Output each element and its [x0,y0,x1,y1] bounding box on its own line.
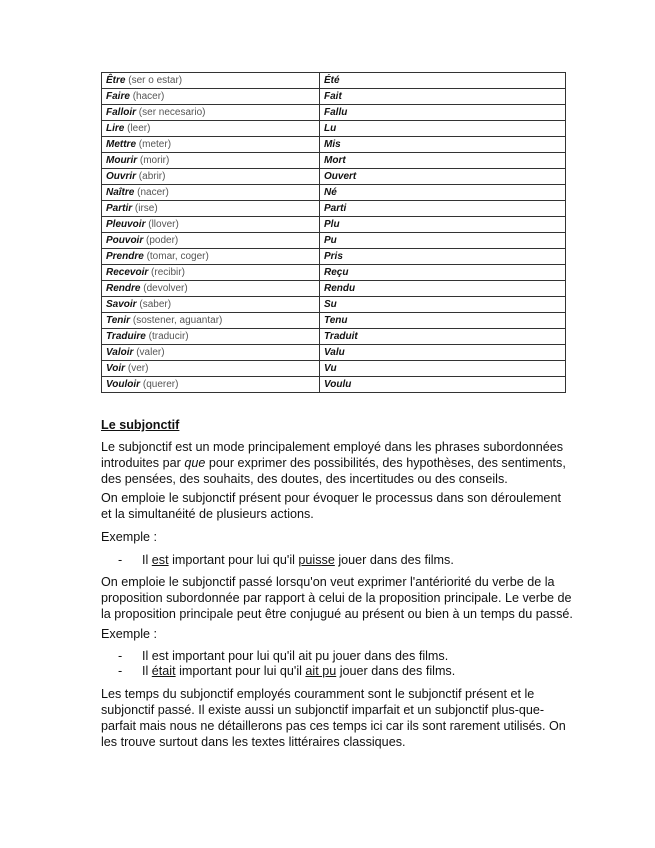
table-row [102,153,566,169]
verb: Mourir [106,155,138,166]
table-row [102,329,566,345]
infinitive-cell [102,137,320,153]
infinitive-cell [102,217,320,233]
text: jouer dans des films. [334,553,454,567]
verb: Mettre [106,139,137,150]
participle-cell [320,121,566,137]
verb: Voir [106,363,126,374]
infinitive-cell [102,121,320,137]
infinitive-cell [102,105,320,121]
table-row [102,137,566,153]
italic-que: que [184,456,206,470]
translation: (ser o estar) [128,75,183,86]
participle-cell [320,265,566,281]
table-row [102,313,566,329]
verb: Partir [106,203,133,214]
translation: (nacer) [137,187,169,198]
verb: Faire [106,91,130,102]
participle: Mort [324,155,346,166]
participle: Reçu [324,267,349,278]
infinitive-cell [102,201,320,217]
infinitive-cell [102,313,320,329]
verb: Ouvrir [106,171,137,182]
participle-cell [320,313,566,329]
example-1 [118,552,454,568]
verb: Prendre [106,251,144,262]
translation: (meter) [138,139,172,150]
text: important pour lui qu'il [175,664,306,678]
verb: Recevoir [106,267,149,278]
table-row [102,201,566,217]
line: proposition subordonnée par rapport à celui de la proposition principale. Le verbe de [101,591,572,605]
translation: (leer) [127,123,151,134]
infinitive-cell [102,377,320,393]
participle-cell [320,201,566,217]
verb: Savoir [106,299,137,310]
infinitive-cell [102,297,320,313]
table-row [102,169,566,185]
participle-cell [320,297,566,313]
participle: Valu [324,347,345,358]
underlined-word: était [151,664,176,678]
line: Le subjonctif est un mode principalement employé dans les phrases subordonnées [101,440,564,454]
participle-cell [320,73,566,89]
participle: Pu [324,235,337,246]
infinitive-cell [102,361,320,377]
participle-cell [320,105,566,121]
participle-cell [320,281,566,297]
translation: (hacer) [132,91,165,102]
verb: Traduire [106,331,146,342]
underlined-word: ait pu [305,664,337,678]
text: Il [142,553,152,567]
participle: Fait [324,91,342,102]
participle: Voulu [324,379,352,390]
table-row [102,185,566,201]
verb: Pleuvoir [106,219,146,230]
participle: Lu [324,123,337,134]
participle-table [101,72,566,393]
line: parfait mais nous ne détaillerons pas ces temps ici car ils sont rarement utilisés. On [101,719,566,733]
translation: (morir) [139,155,170,166]
verb: Être [106,75,126,86]
table-row [102,377,566,393]
participle: Plu [324,219,340,230]
infinitive-cell [102,185,320,201]
dash: - [118,649,123,663]
table-row [102,297,566,313]
line: la proposition principale peut être conjugué au présent ou bien à un temps du passé. [101,607,573,621]
participle-cell [320,329,566,345]
participle: Vu [324,363,337,374]
text: important pour lui qu'il [168,553,299,567]
text: Il [142,664,152,678]
table-row [102,217,566,233]
participle-cell [320,153,566,169]
underlined-word: est [151,553,169,567]
translation: (querer) [142,379,179,390]
heading-text: Le subjonctif [101,418,180,432]
participle: Tenu [324,315,348,326]
text: Il est important pour lui qu'il ait pu jouer dans des films. [142,649,449,663]
participle: Été [324,75,340,86]
infinitive-cell [102,281,320,297]
translation: (valer) [136,347,165,358]
participle-cell [320,185,566,201]
line: les trouve surtout dans les textes littéraires classiques. [101,735,406,749]
text: introduites par [101,456,185,470]
participle: Parti [324,203,347,214]
verb: Vouloir [106,379,141,390]
participle-cell [320,217,566,233]
participle: Ouvert [324,171,357,182]
verb: Rendre [106,283,141,294]
example-label-2: Exemple : [101,627,157,641]
infinitive-cell [102,169,320,185]
participle-cell [320,377,566,393]
line: Les temps du subjonctif employés couramment sont le subjonctif présent et le [101,687,535,701]
participle-cell [320,233,566,249]
translation: (saber) [139,299,172,310]
participle-cell [320,249,566,265]
verb: Naître [106,187,135,198]
table-row [102,73,566,89]
infinitive-cell [102,233,320,249]
underlined-word: puisse [298,553,335,567]
line: On emploie le subjonctif présent pour évoquer le processus dans son déroulement [101,491,561,505]
paragraph-4 [101,686,566,750]
table-row [102,233,566,249]
participle-cell [320,361,566,377]
participle-cell [320,89,566,105]
text: jouer dans des films. [336,664,456,678]
translation: (ser necesario) [138,107,206,118]
infinitive-cell [102,89,320,105]
translation: (sostener, aguantar) [132,315,223,326]
verb: Valoir [106,347,134,358]
translation: (recibir) [151,267,185,278]
translation: (ver) [127,363,149,374]
infinitive-cell [102,249,320,265]
infinitive-cell [102,153,320,169]
example-3 [118,663,455,679]
translation: (tomar, coger) [146,251,209,262]
participle-cell [320,169,566,185]
verb: Pouvoir [106,235,144,246]
paragraph-3 [101,574,573,622]
verb: Falloir [106,107,137,118]
verb: Tenir [106,315,131,326]
section-heading [101,417,179,433]
translation: (poder) [146,235,179,246]
line: subjonctif passé. Il existe aussi un subjonctif imparfait et un subjonctif plus-que- [101,703,545,717]
participle: Né [324,187,337,198]
paragraph-1 [101,439,566,487]
dash: - [118,553,123,567]
participle: Rendu [324,283,356,294]
infinitive-cell [102,73,320,89]
translation: (abrir) [138,171,166,182]
line: et la simultanéité de plusieurs actions. [101,507,314,521]
infinitive-cell [102,345,320,361]
table-row [102,345,566,361]
participle: Su [324,299,337,310]
text: pour exprimer des possibilités, des hypothèses, des sentiments, [205,456,566,470]
table-row [102,281,566,297]
example-label-1: Exemple : [101,530,157,544]
infinitive-cell [102,265,320,281]
example-2 [118,648,448,664]
dash: - [118,664,123,678]
table-row [102,361,566,377]
participle: Traduit [324,331,358,342]
translation: (irse) [134,203,158,214]
translation: (llover) [148,219,179,230]
participle: Pris [324,251,343,262]
line: On emploie le subjonctif passé lorsqu'on veut exprimer l'antériorité du verbe de la [101,575,555,589]
translation: (devolver) [143,283,188,294]
table-row [102,89,566,105]
participle: Mis [324,139,341,150]
translation: (traducir) [148,331,189,342]
paragraph-2 [101,490,561,522]
table-row [102,121,566,137]
verb: Lire [106,123,125,134]
participle-cell [320,137,566,153]
line [101,455,566,471]
line: des pensées, des souhaits, des doutes, des incertitudes ou des conseils. [101,472,508,486]
participle-cell [320,345,566,361]
infinitive-cell [102,329,320,345]
table-row [102,105,566,121]
table-row [102,265,566,281]
participle: Fallu [324,107,348,118]
table-row [102,249,566,265]
